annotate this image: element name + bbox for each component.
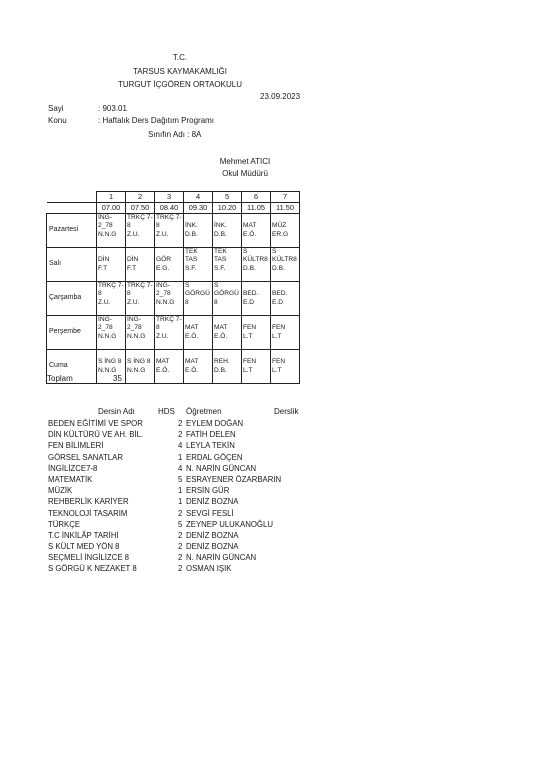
col-header-course: Dersin Adı	[98, 407, 135, 416]
course-name: S GÖRGÜ K NEZAKET 8	[48, 564, 137, 574]
lesson-cell: İNK. D.B.	[184, 214, 213, 248]
sayi-label: Sayi	[48, 104, 64, 113]
period-time: 11.50	[271, 203, 300, 214]
lesson-cell: İNG- 2_78 N.N.G	[97, 214, 126, 248]
course-teacher: ESRAYENER ÖZARBARIN	[186, 474, 282, 484]
course-name: GÖRSEL SANATLAR	[48, 452, 123, 462]
period-time: 11.05	[242, 203, 271, 214]
course-teacher: N. NARİN GÜNCAN	[186, 463, 257, 473]
course-name: İNGİLİZCE7-8	[48, 463, 98, 473]
course-name: S KÜLT MED YÖN 8	[48, 542, 120, 552]
corner-cell	[47, 192, 97, 203]
lesson-cell: TEK TAS S.F.	[213, 248, 242, 282]
course-name: REHBERLİK KARİYER	[48, 497, 129, 507]
period-time: 07.50	[126, 203, 155, 214]
header-school: TURGUT İÇGÖREN ORTAOKULU	[117, 80, 242, 89]
lesson-cell: S İNG 8 N.N.G	[126, 350, 155, 384]
konu-value: : Haftalık Ders Dağıtım Programı	[98, 116, 215, 125]
course-hours: 4	[178, 441, 183, 451]
lesson-cell: TRKÇ 7- 8 Z.U.	[126, 282, 155, 316]
course-teacher: DENİZ BOZNA	[186, 530, 239, 540]
lesson-cell: FEN L.T	[242, 350, 271, 384]
lesson-cell: MAT E.Ö.	[155, 350, 184, 384]
period-number: 5	[213, 192, 242, 203]
schedule-table	[46, 191, 300, 384]
course-hours: 4	[178, 463, 183, 473]
period-number: 7	[271, 192, 300, 203]
period-time: 09.30	[184, 203, 213, 214]
lesson-cell: BED. E.D	[271, 282, 300, 316]
lesson-cell: İNG- 2_78 N.N.G	[155, 282, 184, 316]
day-row-sali	[47, 248, 300, 282]
period-number: 2	[126, 192, 155, 203]
course-hours: 5	[178, 474, 183, 484]
lesson-cell: MAT E.Ö.	[242, 214, 271, 248]
course-teacher: ERDAL GÖÇEN	[186, 452, 243, 462]
lesson-cell: FEN L.T	[242, 316, 271, 350]
lesson-cell: TRKÇ 7- 8 Z.U.	[155, 214, 184, 248]
lesson-cell: İNG- 2_78 N.N.G	[126, 316, 155, 350]
lesson-cell: MAT E.Ö.	[184, 350, 213, 384]
course-teacher: EYLEM DOĞAN	[186, 419, 244, 428]
period-number: 6	[242, 192, 271, 203]
lesson-cell: MAT E.Ö.	[184, 316, 213, 350]
course-name: DİN KÜLTÜRÜ VE AH. BİL.	[48, 430, 144, 440]
course-name: MÜZİK	[48, 486, 73, 496]
course-hours: 1	[178, 452, 183, 462]
course-hours: 2	[178, 419, 183, 428]
course-hours: 2	[178, 553, 183, 563]
lesson-cell: MAT E.Ö.	[213, 316, 242, 350]
course-hours: 5	[178, 519, 183, 529]
course-hours: 2	[178, 542, 183, 552]
course-teacher: ERSİN GÜR	[186, 486, 230, 496]
course-name: MATEMATİK	[48, 474, 93, 484]
course-teacher: N. NARİN GÜNCAN	[186, 553, 257, 563]
day-row-pazartesi	[47, 214, 300, 248]
sayi-value: : 903.01	[98, 104, 127, 113]
lesson-cell: FEN L.T	[271, 350, 300, 384]
day-row-persembe	[47, 316, 300, 350]
period-number-row	[47, 192, 300, 203]
total-value: 35	[113, 374, 122, 383]
header-tc: T.C.	[172, 53, 188, 62]
header-kaymakamlik: TARSUS KAYMAKAMLIĞI	[133, 67, 227, 76]
course-name: TÜRKÇE	[48, 519, 81, 529]
period-time: 08.40	[155, 203, 184, 214]
course-hours: 1	[178, 486, 183, 496]
course-teacher: DENİZ BOZNA	[186, 542, 239, 552]
col-header-room: Derslik	[274, 407, 299, 416]
lesson-cell: DİN F.T	[126, 248, 155, 282]
col-header-hours: HDS	[158, 407, 175, 416]
class-name: Sınıfın Adı : 8A	[148, 130, 202, 139]
day-row-carsamba	[47, 282, 300, 316]
course-teacher: ZEYNEP ULUKANOĞLU	[186, 519, 273, 529]
day-label: Çarşamba	[47, 282, 97, 316]
period-number: 1	[97, 192, 126, 203]
course-hours: 2	[178, 430, 183, 440]
course-hours: 1	[178, 497, 183, 507]
course-name: SEÇMELİ İNGİLİZCE 8	[48, 553, 130, 563]
lesson-cell: REH. D.B.	[213, 350, 242, 384]
period-number: 4	[184, 192, 213, 203]
lesson-cell: GÖR E.G.	[155, 248, 184, 282]
header-date: 23.09.2023	[260, 92, 301, 101]
course-teacher: DENİZ BOZNA	[186, 497, 239, 507]
lesson-cell: TRKÇ 7- 8 Z.U.	[97, 282, 126, 316]
lesson-cell: İNK. D.B.	[213, 214, 242, 248]
lesson-cell: İNG- 2_78 N.N.G	[97, 316, 126, 350]
konu-label: Konu	[48, 116, 67, 125]
lesson-cell: S GÖRGÜ 8	[184, 282, 213, 316]
total-label: Toplam	[47, 374, 73, 383]
course-teacher: SEVGİ FESLİ	[186, 508, 234, 518]
course-hours: 2	[178, 564, 183, 574]
col-header-teacher: Öğretmen	[186, 407, 222, 416]
lesson-cell: DİN F.T	[97, 248, 126, 282]
lesson-cell: BED. E.D	[242, 282, 271, 316]
lesson-cell: TEK TAS S.F.	[184, 248, 213, 282]
day-row-cuma	[47, 350, 300, 384]
period-time: 10.20	[213, 203, 242, 214]
lesson-cell: FEN L.T	[271, 316, 300, 350]
period-time: 07.00	[97, 203, 126, 214]
course-name: FEN BİLİMLERİ	[48, 441, 104, 451]
principal-name: Mehmet ATICI	[219, 157, 271, 166]
lesson-cell: TRKÇ 7- 8 Z.U.	[126, 214, 155, 248]
course-teacher: FATİH DELEN	[186, 430, 236, 440]
lesson-cell: S İNG 8 N.N.G	[97, 350, 126, 384]
course-teacher: OSMAN IŞIK	[186, 564, 232, 574]
principal-title: Okul Müdürü	[222, 169, 268, 178]
lesson-cell: S KÜLTR8 D.B.	[242, 248, 271, 282]
period-number: 3	[155, 192, 184, 203]
day-label: Pazartesi	[47, 214, 97, 248]
corner-cell	[47, 203, 97, 214]
lesson-cell: TRKÇ 7- 8 Z.U.	[155, 316, 184, 350]
lesson-cell: S GÖRGÜ 8	[213, 282, 242, 316]
period-time-row	[47, 203, 300, 214]
course-name: TEKNOLOJİ TASARIM	[48, 508, 128, 518]
day-label: Cuma	[47, 350, 97, 384]
lesson-cell: MÜZ ER.G	[271, 214, 300, 248]
course-hours: 2	[178, 508, 183, 518]
course-name: T.C İNKİLÂP TARİHİ	[48, 530, 119, 540]
course-name: BEDEN EĞİTİMİ VE SPOR	[48, 419, 143, 428]
lesson-cell: S KÜLTR8 D.B.	[271, 248, 300, 282]
day-label: Salı	[47, 248, 97, 282]
day-label: Perşembe	[47, 316, 97, 350]
course-hours: 2	[178, 530, 183, 540]
course-teacher: LEYLA TEKİN	[186, 441, 235, 451]
